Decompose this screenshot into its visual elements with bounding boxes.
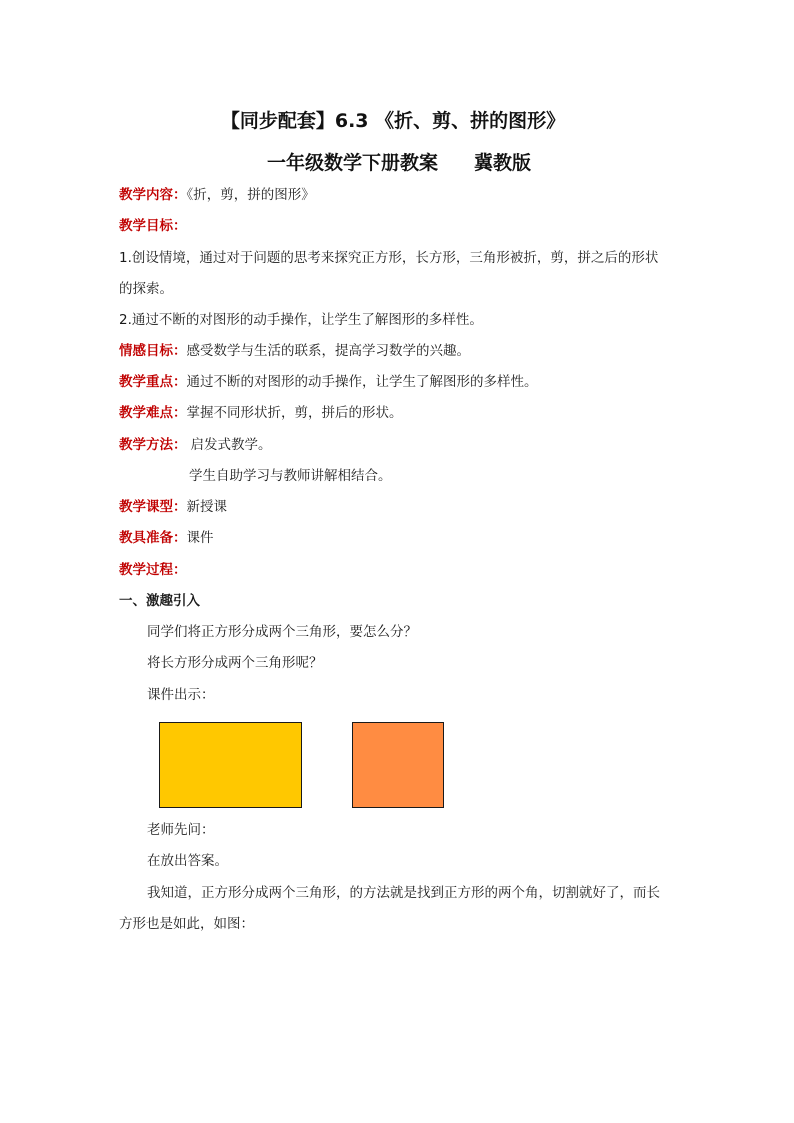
method-line [119,436,272,454]
lesson-type-line [119,498,227,516]
goal-item-2: 2.通过不断的对图形的动手操作，让学生了解图形的多样性。 [119,312,483,328]
key-point-line [119,373,538,391]
method-text-1: 启发式教学。 [190,437,272,453]
goal-item-1-line-1: 1.创设情境，通过对于问题的思考来探究正方形，长方形，三角形被折，剪，拼之后的形状 [119,250,659,266]
difficulty-text: 掌握不同形状折，剪，拼后的形状。 [186,405,403,421]
lesson-type-text: 新授课 [186,499,227,515]
key-point-text: 通过不断的对图形的动手操作，让学生了解图形的多样性。 [186,374,538,390]
tools-label: 教具准备： [119,530,187,546]
document-title: 【同步配套】6.3 《折、剪、拼的图形》 [220,110,566,132]
content-label: 教学内容： [119,187,187,203]
method-label: 教学方法： [119,437,187,453]
tools-text: 课件 [186,530,214,546]
emotion-line [119,342,470,360]
goal-item-1-line-2: 的探索。 [119,281,173,297]
subtitle-grade: 一年级数学下册教案 [266,152,438,174]
document-subtitle [2,148,794,175]
section-1-paragraph-1: 同学们将正方形分成两个三角形，要怎么分？ [147,624,417,640]
content-line [119,186,315,204]
section-1-paragraph-2: 将长方形分成两个三角形呢？ [147,655,323,671]
content-text: 《折，剪，拼的图形》 [186,187,315,203]
lesson-type-label: 教学课型： [119,499,187,515]
goals-label: 教学目标： [119,218,187,234]
section-1-paragraph-3: 课件出示： [147,687,215,703]
section-1-paragraph-5: 在放出答案。 [147,853,228,869]
key-point-label: 教学重点： [119,374,187,390]
emotion-text: 感受数学与生活的联系，提高学习数学的兴趣。 [186,343,470,359]
emotion-label: 情感目标： [119,343,187,359]
section-1-paragraph-4: 老师先问： [147,822,215,838]
rectangle-figure [159,722,302,808]
difficulty-line [119,404,403,422]
section-1-heading: 一、激趣引入 [119,593,200,609]
method-text-2: 学生自助学习与教师讲解相结合。 [189,468,392,484]
subtitle-edition: 冀教版 [474,152,532,174]
section-1-paragraph-6-line-1: 我知道，正方形分成两个三角形，的方法就是找到正方形的两个角，切割就好了，而长 [147,885,660,901]
process-label: 教学过程： [119,562,187,578]
tools-line [119,529,214,547]
process-heading [119,561,187,579]
difficulty-label: 教学难点： [119,405,187,421]
goals-heading [119,217,187,235]
square-figure [352,722,444,808]
section-1-paragraph-6-line-2: 方形也是如此，如图： [119,916,254,932]
